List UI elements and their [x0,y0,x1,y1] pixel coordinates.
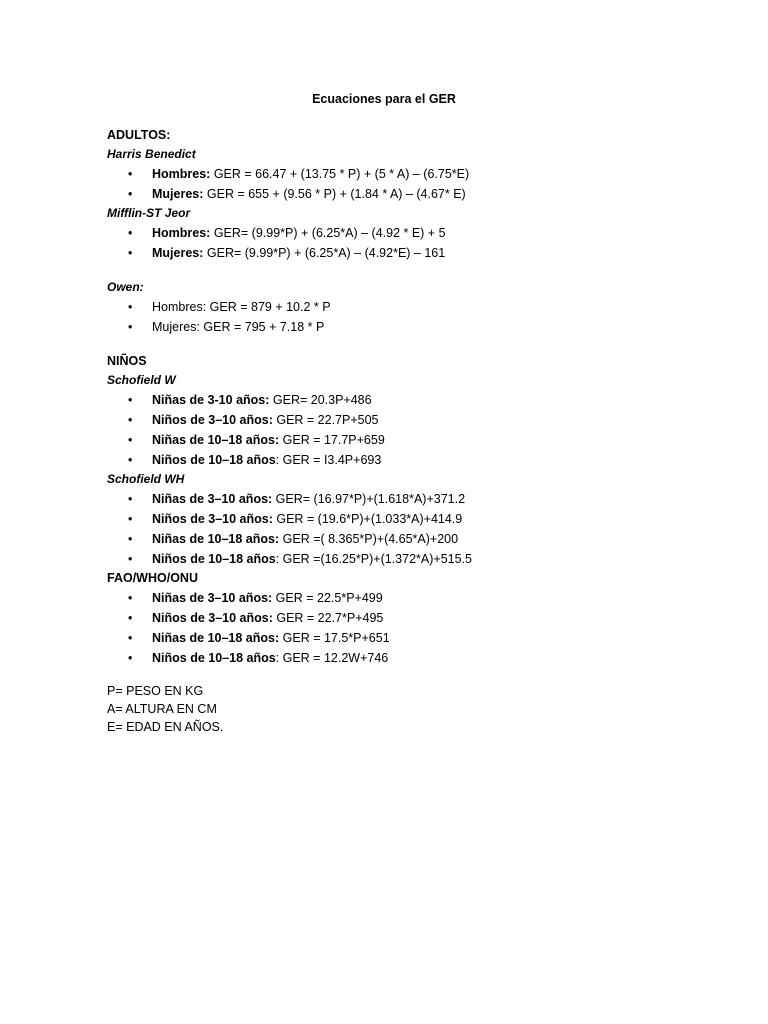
list-item [107,297,707,317]
item-formula: GER = 66.47 + (13.75 * P) + (5 * A) – (6.75*E) [210,167,470,181]
fao-who-onu-heading: FAO/WHO/ONU [107,571,198,585]
item-formula: : GER =(16.25*P)+(1.372*A)+515.5 [275,552,472,566]
bullet: • [128,631,133,645]
item-label: Niños de 10–18 años [152,453,276,467]
item-label: Hombres: [152,167,211,181]
bullet: • [128,393,133,407]
list-item [107,588,707,608]
item-label: Niños de 10–18 años [152,651,276,665]
document-content [107,126,707,736]
list-item [107,608,707,628]
item-label: Mujeres: [152,187,204,201]
list-item [107,430,707,450]
bullet: • [128,413,133,427]
item-label: Niñas de 10–18 años: [152,532,280,546]
item-label: Niños de 10–18 años [152,552,276,566]
item-formula: GER = 17.7P+659 [279,433,385,447]
mifflin-st-jeor-heading: Mifflin-ST Jeor [107,206,191,220]
bullet: • [128,651,133,665]
list-item [107,164,707,184]
bullet: • [128,611,133,625]
bullet: • [128,246,133,260]
item-label: Niñas de 3–10 años: [152,492,273,506]
bullet: • [128,226,133,240]
item-formula: GER = 22.5*P+499 [272,591,383,605]
item-formula: GER = 22.7P+505 [272,413,379,427]
bullet: • [128,591,133,605]
list-item [107,648,707,668]
list-item [107,628,707,648]
item-formula: GER= (9.99*P) + (6.25*A) – (4.92*E) – 161 [203,246,446,260]
item-label: Niños de 3–10 años: [152,512,273,526]
list-item [107,243,707,263]
item-label: Mujeres: [152,246,204,260]
spacer [107,337,707,352]
schofield-wh-heading: Schofield WH [107,472,185,486]
list-item [107,509,707,529]
list-item [107,450,707,470]
list-item [107,184,707,204]
item-formula: GER = 22.7*P+495 [272,611,384,625]
legend-edad: E= EDAD EN AÑOS. [107,720,224,734]
item-formula: GER= (9.99*P) + (6.25*A) – (4.92 * E) + 5 [210,226,446,240]
list-item [107,529,707,549]
item-text: Mujeres: GER = 795 + 7.18 * P [152,320,325,334]
bullet: • [128,552,133,566]
item-formula: GER = 17.5*P+651 [279,631,390,645]
bullet: • [128,492,133,506]
owen-heading: Owen: [107,280,144,294]
item-label: Niñas de 10–18 años: [152,631,280,645]
item-label: Niñas de 3-10 años: [152,393,270,407]
item-formula: GER= (16.97*P)+(1.618*A)+371.2 [272,492,466,506]
bullet: • [128,532,133,546]
bullet: • [128,187,133,201]
bullet: • [128,300,133,314]
item-label: Hombres: [152,226,211,240]
item-formula: GER= 20.3P+486 [269,393,372,407]
item-formula: : GER = I3.4P+693 [275,453,382,467]
spacer [107,263,707,278]
bullet: • [128,167,133,181]
bullet: • [128,453,133,467]
list-item [107,489,707,509]
list-item [107,223,707,243]
page-title: Ecuaciones para el GER [312,92,456,106]
legend-peso: P= PESO EN KG [107,684,204,698]
legend-altura: A= ALTURA EN CM [107,702,217,716]
item-formula: : GER = 12.2W+746 [275,651,389,665]
list-item [107,549,707,569]
item-label: Niños de 3–10 años: [152,413,273,427]
list-item [107,410,707,430]
list-item [107,390,707,410]
harris-benedict-heading: Harris Benedict [107,147,196,161]
schofield-w-heading: Schofield W [107,373,176,387]
item-formula: GER = 655 + (9.56 * P) + (1.84 * A) – (4.67* E) [203,187,466,201]
ninos-heading: NIÑOS [107,354,147,368]
list-item [107,317,707,337]
item-formula: GER = (19.6*P)+(1.033*A)+414.9 [272,512,463,526]
item-formula: GER =( 8.365*P)+(4.65*A)+200 [279,532,459,546]
adultos-heading: ADULTOS: [107,128,171,142]
bullet: • [128,433,133,447]
item-label: Niños de 3–10 años: [152,611,273,625]
item-label: Niñas de 10–18 años: [152,433,280,447]
bullet: • [128,320,133,334]
bullet: • [128,512,133,526]
item-text: Hombres: GER = 879 + 10.2 * P [152,300,331,314]
spacer [107,668,707,682]
item-label: Niñas de 3–10 años: [152,591,273,605]
